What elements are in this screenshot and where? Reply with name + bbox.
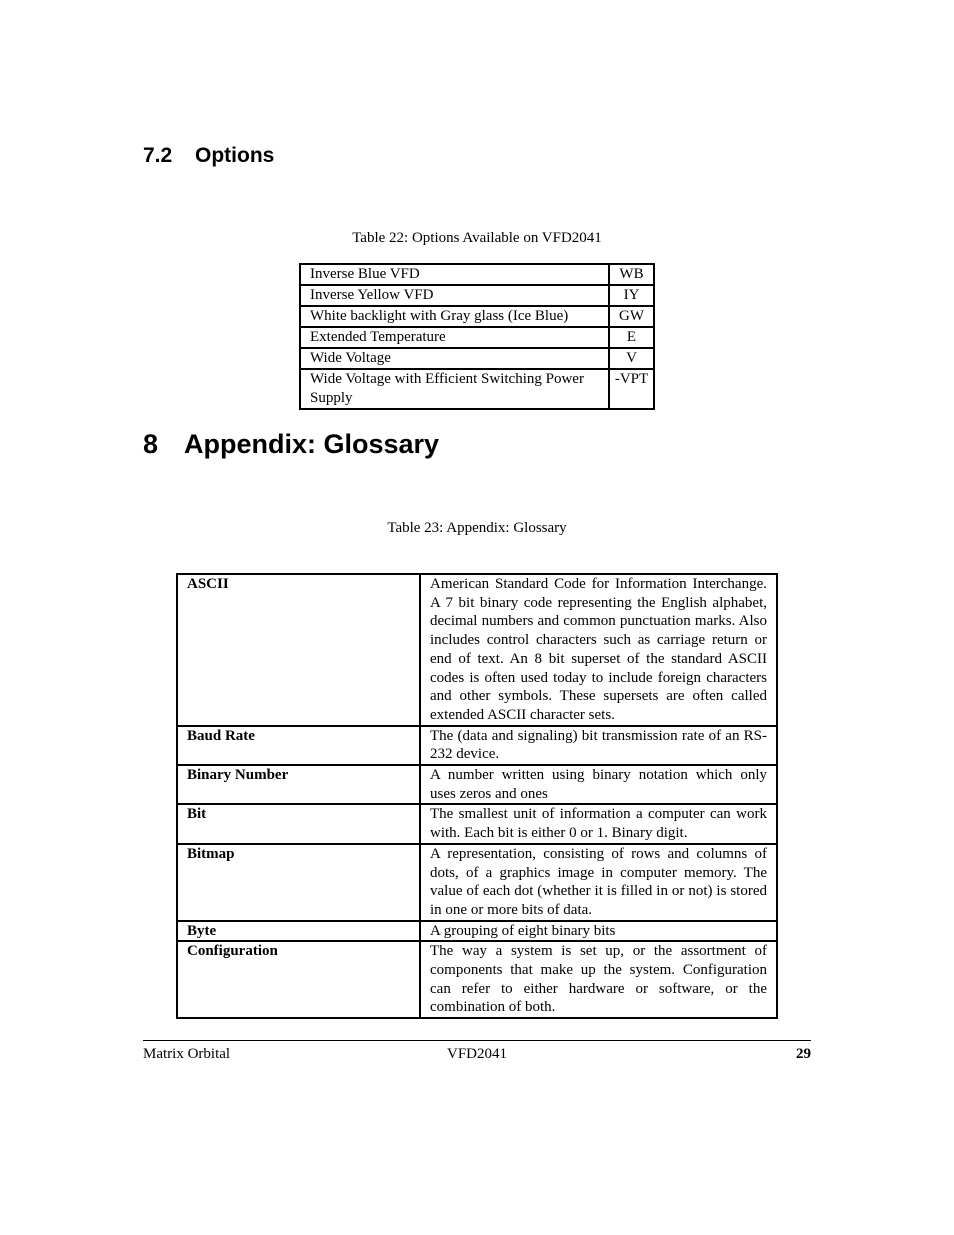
page-number: 29 (796, 1046, 811, 1062)
glossary-definition: A number written using binary notation which only uses zeros and ones (420, 765, 777, 804)
glossary-term: ASCII (177, 574, 420, 726)
glossary-definition: American Standard Code for Information Interchange. A 7 bit binary code representing the English alphabet, decimal numbers and common punctuation marks. Also includes control characters such as carriage return or end of text. An 8 bit superset of the standard ASCII codes is often used today to include foreign characters and other symbols. These supersets are often called extended ASCII character sets. (420, 574, 777, 726)
option-code: IY (609, 285, 654, 306)
glossary-term: Baud Rate (177, 726, 420, 765)
option-name: Wide Voltage with Efficient Switching Power Supply (300, 369, 609, 409)
glossary-term: Bitmap (177, 844, 420, 921)
footer-company: Matrix Orbital (143, 1046, 231, 1062)
footer-divider (143, 1040, 811, 1041)
option-code: -VPT (609, 369, 654, 409)
table-row (177, 574, 777, 726)
section-heading-glossary (143, 427, 439, 461)
glossary-definition: The smallest unit of information a computer can work with. Each bit is either 0 or 1. Binary digit. (420, 804, 777, 843)
table-row (300, 306, 654, 327)
glossary-definition: A grouping of eight binary bits (420, 921, 777, 942)
section-title: Appendix: Glossary (184, 429, 440, 459)
glossary-definition: The way a system is set up, or the assortment of components that make up the system. Configuration can refer to either hardware or software, or the combination of both. (420, 941, 777, 1018)
table-row (177, 804, 777, 843)
glossary-term: Byte (177, 921, 420, 942)
options-table (299, 263, 655, 410)
table-row (300, 327, 654, 348)
glossary-term: Bit (177, 804, 420, 843)
glossary-definition: The (data and signaling) bit transmission rate of an RS-232 device. (420, 726, 777, 765)
glossary-definition: A representation, consisting of rows and columns of dots, of a graphics image in computer memory. The value of each dot (whether it is filled in or not) is stored in one or more bits of data. (420, 844, 777, 921)
table-row (300, 264, 654, 285)
table-row (177, 921, 777, 942)
table-row (177, 765, 777, 804)
section-title: Options (195, 144, 275, 167)
table-caption-glossary: Table 23: Appendix: Glossary (387, 520, 567, 536)
option-code: GW (609, 306, 654, 327)
table-row (177, 844, 777, 921)
option-code: E (609, 327, 654, 348)
option-code: V (609, 348, 654, 369)
option-name: Inverse Yellow VFD (300, 285, 609, 306)
option-name: White backlight with Gray glass (Ice Blue) (300, 306, 609, 327)
table-row (300, 285, 654, 306)
table-row (177, 726, 777, 765)
table-row (300, 348, 654, 369)
option-name: Wide Voltage (300, 348, 609, 369)
option-code: WB (609, 264, 654, 285)
glossary-table (176, 573, 778, 1019)
option-name: Extended Temperature (300, 327, 609, 348)
table-caption-options: Table 22: Options Available on VFD2041 (352, 230, 602, 246)
glossary-term: Configuration (177, 941, 420, 1018)
glossary-term: Binary Number (177, 765, 420, 804)
table-row (177, 941, 777, 1018)
section-number: 7.2 (143, 144, 173, 167)
footer-product: VFD2041 (447, 1046, 508, 1062)
table-row (300, 369, 654, 409)
option-name: Inverse Blue VFD (300, 264, 609, 285)
section-heading-options (143, 143, 274, 169)
section-number: 8 (143, 429, 159, 459)
